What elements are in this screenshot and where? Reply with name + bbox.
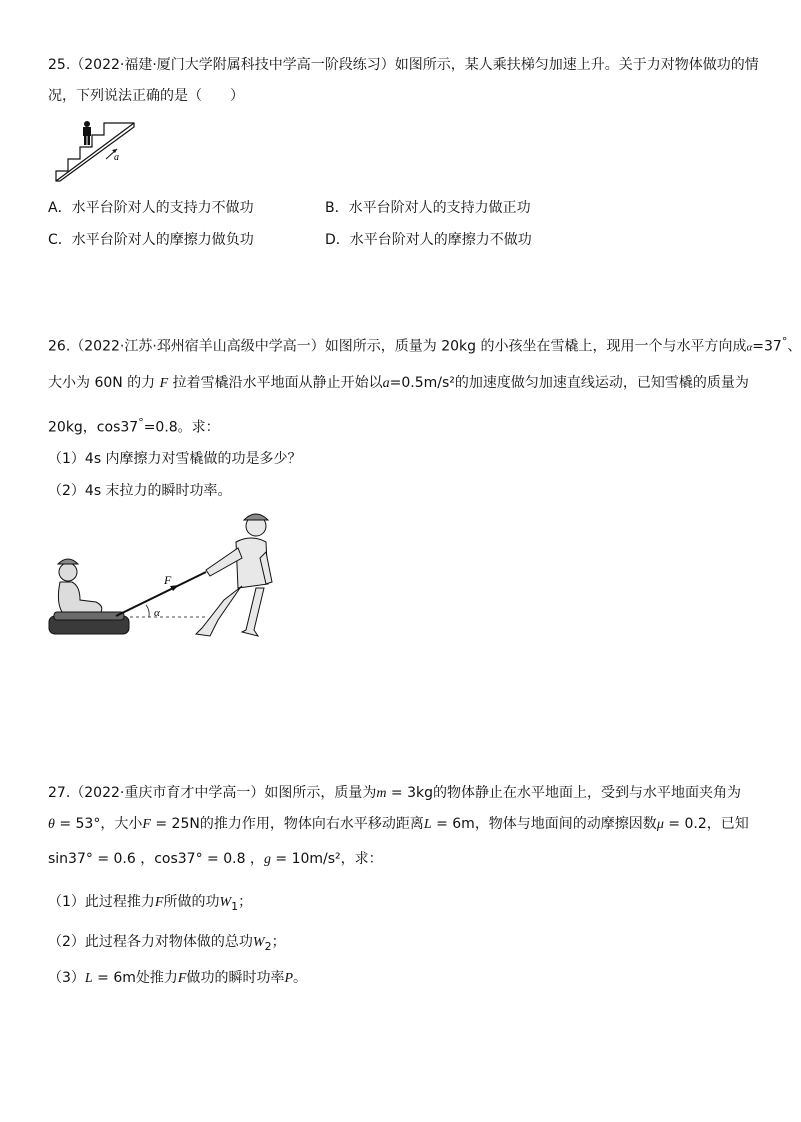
q25-option-b: B．水平台阶对人的支持力做正功 bbox=[325, 200, 531, 216]
q26-stem-line3: 20kg，cos37°=0.8。求： bbox=[48, 416, 220, 436]
q27-sub1: （1）此过程推力F所做的功$W_1$； bbox=[48, 894, 253, 913]
sled-figure bbox=[46, 512, 281, 644]
fig-label-F: F bbox=[164, 573, 172, 587]
q27-stem-line3: sin37° = 0.6 ，cos37° = 0.8 ，g = 10m/s²，求： bbox=[48, 851, 383, 867]
fig-label-alpha: α bbox=[154, 607, 160, 619]
person-icon bbox=[83, 121, 91, 145]
adult-icon bbox=[196, 514, 272, 636]
q27-sub2: （2）此过程各力对物体做的总功$W_2$； bbox=[48, 934, 286, 953]
q25-option-c: C．水平台阶对人的摩擦力做负功 bbox=[48, 232, 254, 248]
q26-sub1: （1）4s 内摩擦力对雪橇做的功是多少？ bbox=[48, 451, 302, 467]
q25-option-d: D．水平台阶对人的摩擦力不做功 bbox=[325, 232, 532, 248]
child-icon bbox=[58, 559, 102, 612]
q27-sub3: （3）L = 6m处推力F做功的瞬时功率P。 bbox=[48, 970, 308, 986]
q25-stem-line2: 况，下列说法正确的是（ ） bbox=[48, 88, 244, 104]
q25-stem-line1: 25.（2022·福建·厦门大学附属科技中学高一阶段练习）如图所示，某人乘扶梯匀加速上升。关于力对物体做功的情 bbox=[48, 57, 759, 73]
fig-label-a: a bbox=[114, 152, 119, 163]
q27-stem-line1: 27.（2022·重庆市育才中学高一）如图所示，质量为m = 3kg的物体静止在水平地面上，受到与水平地面夹角为 bbox=[48, 785, 742, 801]
q26-stem-line2: 大小为 60N 的力 F 拉着雪橇沿水平地面从静止开始以a=0.5m/s²的加速度做匀加速直线运动，已知雪橇的质量为 bbox=[48, 375, 749, 391]
q25-option-a: A．水平台阶对人的支持力不做功 bbox=[48, 200, 254, 216]
escalator-figure bbox=[54, 115, 136, 183]
q27-stem-line2: θ = 53°，大小F = 25N的推力作用，物体向右水平移动距离L = 6m，物体与地面间的动摩擦因数μ = 0.2，已知 bbox=[48, 816, 749, 832]
q26-sub2: （2）4s 末拉力的瞬时功率。 bbox=[48, 483, 232, 499]
q26-stem-line1: 26.（2022·江苏·邳州宿羊山高级中学高一）如图所示，质量为 20kg 的小孩坐在雪橇上，现用一个与水平方向成α=37°、 bbox=[48, 335, 801, 355]
